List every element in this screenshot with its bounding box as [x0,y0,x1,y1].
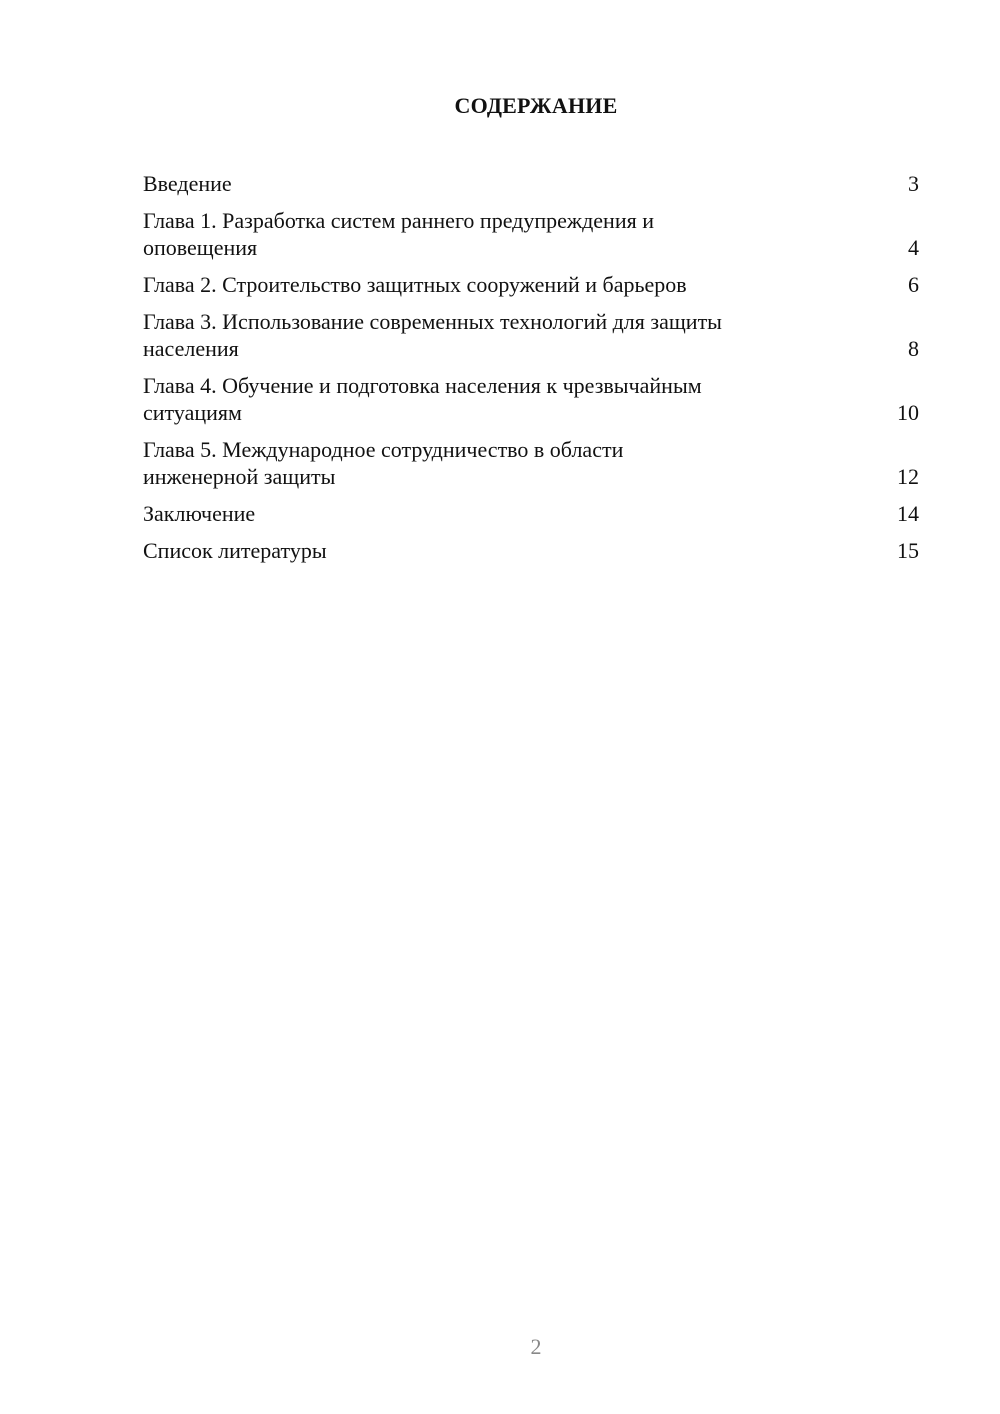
toc-entry-title: Глава 2. Строительство защитных сооружений и барьеров [143,272,687,297]
toc-entry-title: Глава 1. Разработка систем раннего предупреждения и оповещения [143,208,654,260]
page-number: 2 [530,1334,542,1359]
toc-list [143,170,919,574]
toc-entry [143,436,919,490]
toc-entry-page: 10 [897,400,919,425]
toc-entry-title: Глава 4. Обучение и подготовка населения к чрезвычайным ситуациям [143,373,702,425]
toc-entry-page: 8 [908,336,919,361]
toc-entry-page: 15 [897,538,919,563]
toc-entry [143,170,919,197]
toc-entry-page: 12 [897,464,919,489]
toc-entry [143,500,919,527]
toc-entry-title: Глава 5. Международное сотрудничество в области инженерной защиты [143,437,624,489]
toc-entry-page: 6 [908,272,919,297]
toc-title: СОДЕРЖАНИЕ [454,93,618,118]
toc-entry [143,308,919,362]
toc-entry-title: Введение [143,171,232,196]
toc-entry-page: 14 [897,501,919,526]
toc-entry-title: Заключение [143,501,256,526]
toc-entry-page: 4 [908,235,919,260]
toc-entry [143,537,919,564]
toc-entry-page: 3 [908,171,919,196]
toc-entry [143,372,919,426]
toc-entry-title: Глава 3. Использование современных технологий для защиты населения [143,309,722,361]
toc-entry [143,271,919,298]
toc-entry [143,207,919,261]
toc-entry-title: Список литературы [143,538,327,563]
